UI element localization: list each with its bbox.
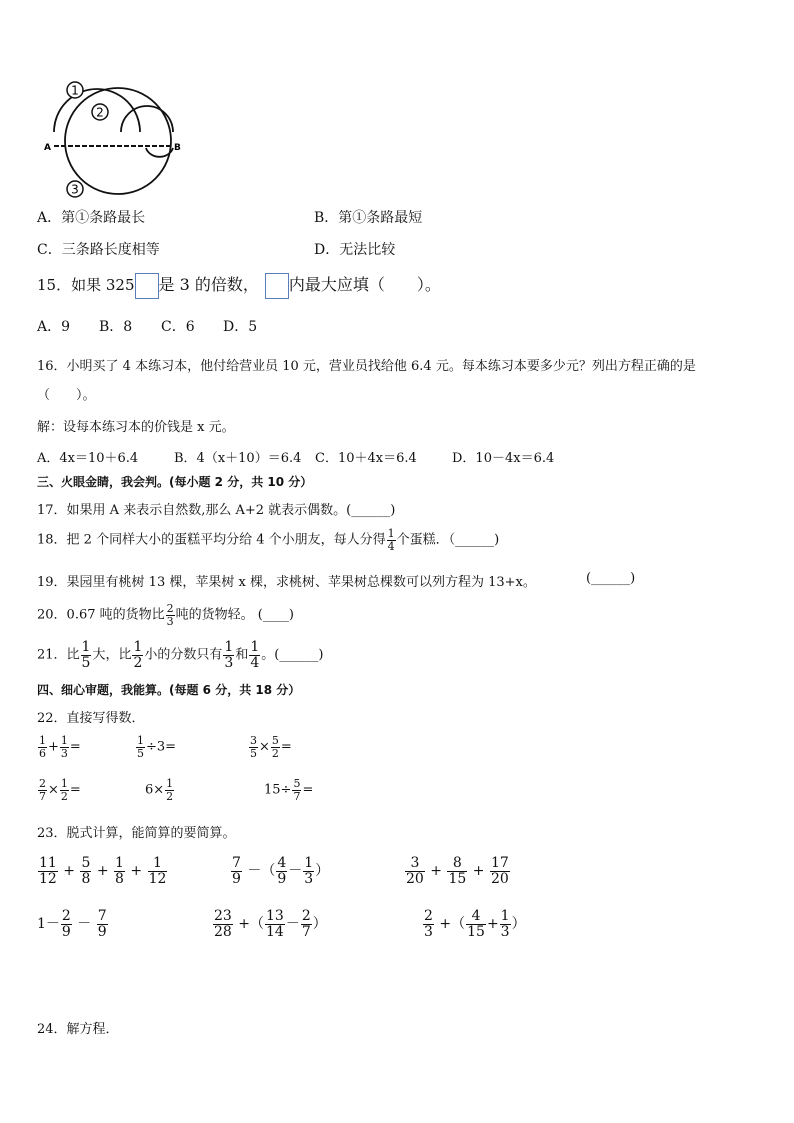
fraction: $\frac{1}{4}$ (250, 639, 260, 671)
q22-item: $\frac{3}{5}$ × $\frac{5}{2}$ = (250, 734, 292, 760)
q22-title: 22．直接写得数． (37, 711, 145, 726)
fraction: $\frac{1}{2}$ (133, 639, 143, 671)
q22-item: $\frac{1}{5}$ ÷3= (137, 734, 177, 760)
question-20 (37, 603, 294, 627)
q23-title: 23．脱式计算，能简算的要简算。 (37, 826, 236, 841)
section-3-heading: 三、火眼金睛，我会判。(每小题 2 分，共 10 分） (37, 475, 313, 489)
q16-option-c: C．10＋4x＝6.4 (315, 451, 417, 466)
q22-item: $\frac{2}{7}$ × $\frac{1}{2}$ = (39, 777, 81, 803)
digit-box (135, 273, 159, 299)
q22-item: 6× $\frac{1}{2}$ (145, 777, 174, 803)
q23-expression: $\frac{2}{3}$ +（ $\frac{4}{15}$ + $\frac{1}{3}$ ） (424, 908, 526, 940)
q16-option-a: A．4x＝10＋6.4 (37, 451, 139, 466)
q16-line2: （ ）。 (37, 388, 96, 403)
q22-item: 15÷ $\frac{5}{7}$ = (264, 777, 314, 803)
paths-figure (40, 78, 190, 200)
q14-option-c: C．三条路长度相等 (37, 242, 160, 258)
q16-option-d: D．10－4x＝6.4 (452, 451, 555, 466)
q14-option-a: A．第①条路最长 (37, 210, 146, 226)
q16-line1: 16．小明买了 4 本练习本，他付给营业员 10 元，营业员找给他 6.4 元。每本练习本要多少元？列出方程正确的是 (37, 359, 696, 374)
q15-text-1: 15．如果 325 (37, 276, 135, 294)
question-21 (37, 640, 323, 670)
question-17: 17．如果用 A 来表示自然数,那么 A+2 就表示偶数。(______) (37, 503, 396, 518)
q18-text: 18．把 2 个同样大小的蛋糕平均分给 4 个小朋友，每人分得 (37, 532, 386, 548)
fraction: $\frac{1}{3}$ (224, 639, 234, 671)
section-4-heading: 四、细心审题，我能算。(每题 6 分，共 18 分） (37, 683, 301, 697)
q15-text-2: 是 3 的倍数， (158, 275, 259, 294)
q14-option-d: D．无法比较 (314, 242, 396, 258)
q19-answer-blank: (______) (586, 571, 636, 586)
q23-expression: $\frac{23}{28}$ +（ $\frac{13}{14}$ － $\frac{2}{7}$ ） (214, 908, 327, 940)
q23-expression: $\frac{3}{20}$ + $\frac{8}{15}$ + $\frac{17}{20}$ (406, 855, 509, 887)
q15-option-c: C．6 (161, 319, 195, 335)
fraction: $\frac{1}{4}$ (387, 527, 395, 553)
q15-option-d: D．5 (223, 319, 258, 335)
q18-text-end: 个蛋糕．（______) (396, 532, 500, 548)
question-19: 19．果园里有桃树 13 棵，苹果树 x 棵，求桃树、苹果树总棵数可以列方程为 13+x。 (37, 575, 536, 590)
q16-option-b: B．4（x＋10）＝6.4 (174, 451, 302, 466)
q16-solve: 解：设每本练习本的价钱是 x 元。 (37, 420, 235, 435)
q20-text: 20．0.67 吨的货物比 (37, 607, 165, 623)
path-2-label: 2 (96, 105, 104, 120)
q21-text: 小的分数只有 (144, 647, 223, 663)
q21-text-end: 。(______) (261, 647, 324, 663)
q22-item: $\frac{1}{6}$ + $\frac{1}{3}$ = (39, 734, 81, 760)
point-a-label: A (44, 143, 51, 153)
q21-text: 和 (235, 647, 249, 663)
fraction: $\frac{2}{3}$ (166, 602, 174, 628)
q24-title: 24．解方程． (37, 1022, 119, 1037)
digit-box (265, 273, 289, 299)
q23-expression: $\frac{11}{12}$ + $\frac{5}{8}$ + $\frac{1}{8}$ + $\frac{1}{12}$ (39, 855, 167, 887)
q15-text-3: 内最大应填（ ）。 (288, 275, 441, 294)
q15-option-b: B．8 (99, 319, 133, 335)
question-18 (37, 528, 499, 552)
fraction: $\frac{1}{5}$ (81, 639, 91, 671)
path-1-label: 1 (71, 83, 79, 98)
q23-expression: 1－ $\frac{2}{9}$ － $\frac{7}{9}$ (37, 908, 107, 940)
q15-options (37, 316, 257, 336)
q14-option-b: B．第①条路最短 (314, 210, 423, 226)
q23-expression: $\frac{7}{9}$ －（ $\frac{4}{9}$ － $\frac{1}{3}$ ） (232, 855, 330, 887)
point-b-label: B (174, 143, 181, 153)
question-15 (37, 272, 441, 299)
q21-text: 大，比 (92, 647, 132, 663)
q21-text: 21．比 (37, 647, 80, 663)
q15-option-a: A．9 (37, 319, 71, 335)
q20-text-end: 吨的货物轻。 (____) (175, 607, 294, 623)
path-3-label: 3 (71, 182, 79, 197)
